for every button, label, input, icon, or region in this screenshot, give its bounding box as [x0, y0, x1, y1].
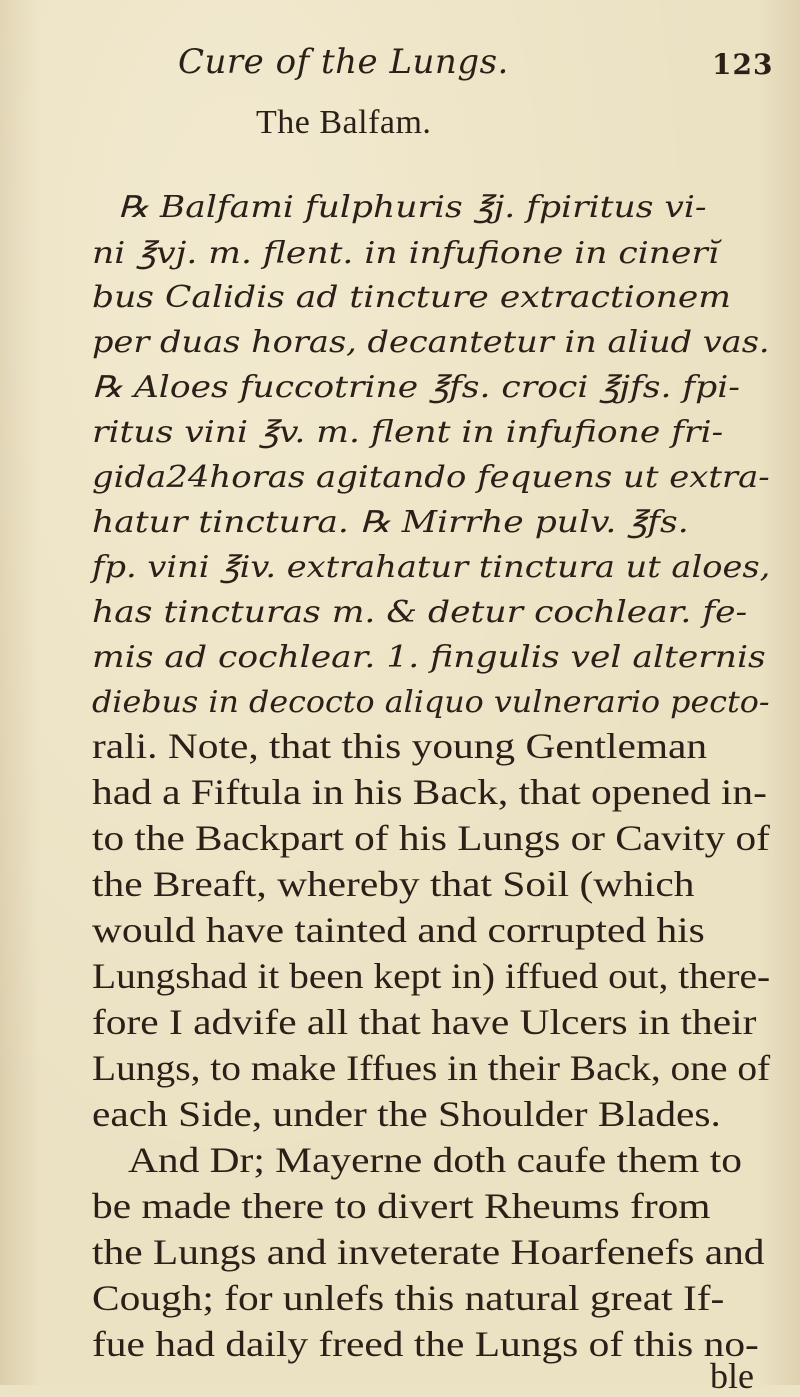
text-line: ni ℥vj. m. flent. in infufione in cinerĭ — [92, 236, 719, 271]
text-line: diebus in decocto aliquo vulnerario pecto- — [92, 685, 770, 720]
text-line: hatur tinctura. ℞ Mirrhe pulv. ℥fs. — [92, 505, 689, 540]
catchword: ble — [710, 1356, 754, 1396]
text-line: gida24horas agitando fequens ut extra- — [92, 460, 770, 495]
text-line: Cough; for unlefs this natural great If- — [92, 1278, 725, 1318]
text-line: fore I advife all that have Ulcers in their — [92, 1002, 757, 1042]
text-line: each Side, under the Shoulder Blades. — [92, 1094, 721, 1134]
text-line: rali. Note, that this young Gentleman — [92, 726, 708, 766]
text-line: ℞ Balfami fulphuris ℥j. fpiritus vi- — [118, 190, 707, 225]
text-line: bus Calidis ad tincture extractionem — [92, 280, 731, 315]
text-line: to the Backpart of his Lungs or Cavity of — [92, 818, 770, 858]
text-line: had a Fiftula in his Back, that opened in- — [92, 772, 767, 812]
text-line: Lungshad it been kept in) iffued out, there- — [92, 956, 771, 996]
section-title: The Balfam. — [256, 104, 432, 141]
text-line: the Breaft, whereby that Soil (which — [92, 864, 695, 904]
text-line: And Dr; Mayerne doth caufe them to — [128, 1140, 742, 1180]
text-line: Lungs, to make Iffues in their Back, one of — [92, 1048, 771, 1088]
text-line: the Lungs and inveterate Hoarfenefs and — [92, 1232, 765, 1272]
text-line: fue had daily freed the Lungs of this no- — [92, 1324, 759, 1364]
text-line: ℞ Aloes fuccotrine ℥fs. croci ℥jfs. fpi- — [92, 370, 740, 405]
text-line: per duas horas, decantetur in aliud vas. — [92, 325, 770, 360]
text-line: ritus vini ℥v. m. flent in infufione fri- — [92, 415, 724, 450]
running-head: Cure of the Lungs. — [178, 42, 509, 82]
page-number: 123 — [712, 48, 774, 81]
text-line: be made there to divert Rheums from — [92, 1186, 711, 1226]
text-line: has tincturas m. & detur cochlear. fe- — [92, 595, 748, 630]
text-line: fp. vini ℥iv. extrahatur tinctura ut aloes, — [92, 550, 771, 585]
text-line: mis ad cochlear. 1. fingulis vel alternis — [92, 640, 766, 675]
text-line: would have tainted and corrupted his — [92, 910, 705, 950]
